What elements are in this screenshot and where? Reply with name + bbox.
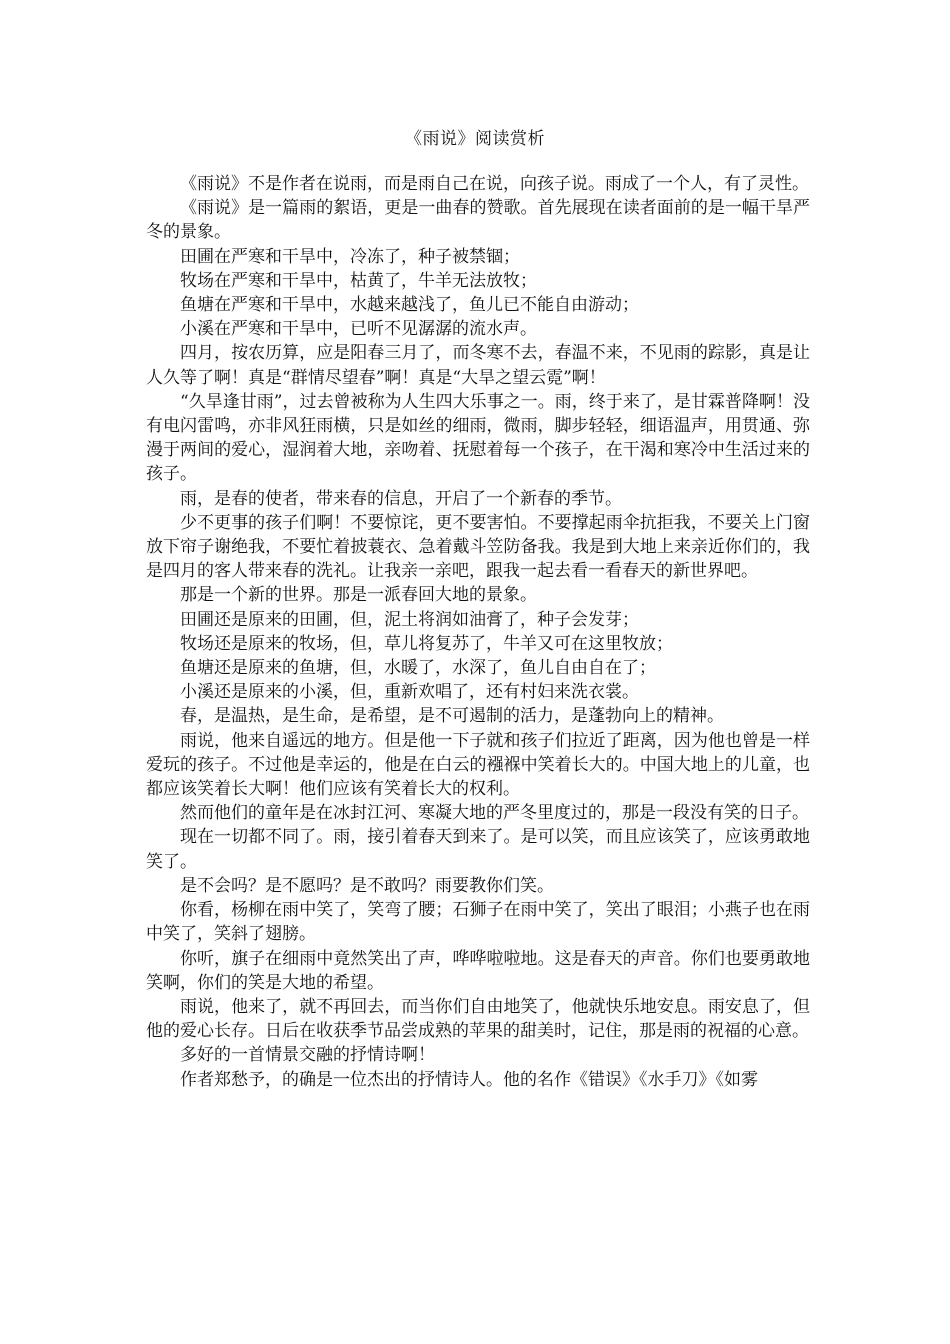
paragraph: 少不更事的孩子们啊！不要惊诧，更不要害怕。不要撑起雨伞抗拒我，不要关上门窗放下帘子谢绝我，不要忙着披蓑衣、急着戴斗笠防备我。我是到大地上来亲近你们的，我是四月的客人带来春的洗礼。让我亲一亲吧，跟我一起去看一看春天的新世界吧。 xyxy=(146,512,810,582)
paragraph: 牧场还是原来的牧场，但，草儿将复苏了，牛羊又可在这里牧放； xyxy=(180,633,673,654)
paragraph: 《雨说》是一篇雨的絮语，更是一曲春的赞歌。首先展现在读者面前的是一幅干旱严冬的景象。 xyxy=(146,198,810,243)
paragraph: 你看，杨柳在雨中笑了，笑弯了腰；石狮子在雨中笑了，笑出了眼泪；小燕子也在雨中笑了，笑斜了翅膀。 xyxy=(146,900,810,945)
paragraph: 雨说，他来了，就不再回去，而当你们自由地笑了，他就快乐地安息。雨安息了，但他的爱心长存。日后在收获季节品尝成熟的苹果的甜美时，记住，那是雨的祝福的心意。 xyxy=(146,996,810,1042)
paragraph: 鱼塘还是原来的鱼塘，但，水暖了，水深了，鱼儿自由自在了； xyxy=(180,658,656,679)
paragraph: 小溪还是原来的小溪，但，重新欢唱了，还有村妇来洗衣裳。 xyxy=(180,682,639,703)
paragraph: 小溪在严寒和干旱中，已听不见潺潺的流水声。 xyxy=(180,319,537,340)
paragraph: 你听，旗子在细雨中竟然笑出了声，哗哗啦啦地。这是春天的声音。你们也要勇敢地笑啊，你们的笑是大地的希望。 xyxy=(146,948,810,993)
paragraph: 《雨说》不是作者在说雨，而是雨自己在说，向孩子说。雨成了一个人，有了灵性。 xyxy=(180,174,809,194)
paragraph: 四月，按农历算，应是阳春三月了，而冬寒不去，春温不来，不见雨的踪影，真是让人久等了啊！真是“群情尽望春”啊！真是“大旱之望云霓”啊！ xyxy=(146,343,810,388)
paragraph: 牧场在严寒和干旱中，枯黄了，牛羊无法放牧； xyxy=(180,270,537,291)
paragraph: 多好的一首情景交融的抒情诗啊！ xyxy=(180,1045,435,1066)
document-body xyxy=(146,172,810,1092)
paragraph: 然而他们的童年是在冰封江河、寒凝大地的严冬里度过的，那是一段没有笑的日子。 xyxy=(180,803,809,824)
paragraph: 田圃还是原来的田圃，但，泥土将润如油膏了，种子会发芽； xyxy=(180,609,639,630)
paragraph: 雨说，他来自遥远的地方。但是他一下子就和孩子们拉近了距离，因为他也曾是一样爱玩的孩子。不过他是幸运的，他是在白云的襁褓中笑着长大的。中国大地上的儿童，也都应该笑着长大啊！他们应该有笑着长大的权利。 xyxy=(146,730,810,800)
paragraph: 鱼塘在严寒和干旱中，水越来越浅了，鱼儿已不能自由游动； xyxy=(180,295,639,316)
paragraph: “久旱逢甘雨”，过去曾被称为人生四大乐事之一。雨，终于来了，是甘霖普降啊！没有电闪雷鸣，亦非风狂雨横，只是如丝的细雨，微雨，脚步轻轻，细语温声，用贯通、弥漫于两间的爱心，湿润着大地，亲吻着、抚慰着每一个孩子，在干渴和寒冷中生活过来的孩子。 xyxy=(146,391,810,485)
paragraph: 春，是温热，是生命，是希望，是不可遏制的活力，是蓬勃向上的精神。 xyxy=(180,706,724,727)
paragraph: 作者郑愁予，的确是一位杰出的抒情诗人。他的名作《错误》《水手刀》《如雾 xyxy=(180,1069,758,1090)
paragraph: 是不会吗？是不愿吗？是不敢吗？雨要教你们笑。 xyxy=(180,875,554,896)
paragraph: 那是一个新的世界。那是一派春回大地的景象。 xyxy=(180,585,537,606)
document-title: 《雨说》阅读赏析 xyxy=(405,129,545,149)
paragraph: 现在一切都不同了。雨，接引着春天到来了。是可以笑，而且应该笑了，应该勇敢地笑了。 xyxy=(146,827,810,872)
paragraph: 田圃在严寒和干旱中，冷冻了，种子被禁锢； xyxy=(180,246,520,267)
paragraph: 雨，是春的使者，带来春的信息，开启了一个新春的季节。 xyxy=(180,488,622,509)
